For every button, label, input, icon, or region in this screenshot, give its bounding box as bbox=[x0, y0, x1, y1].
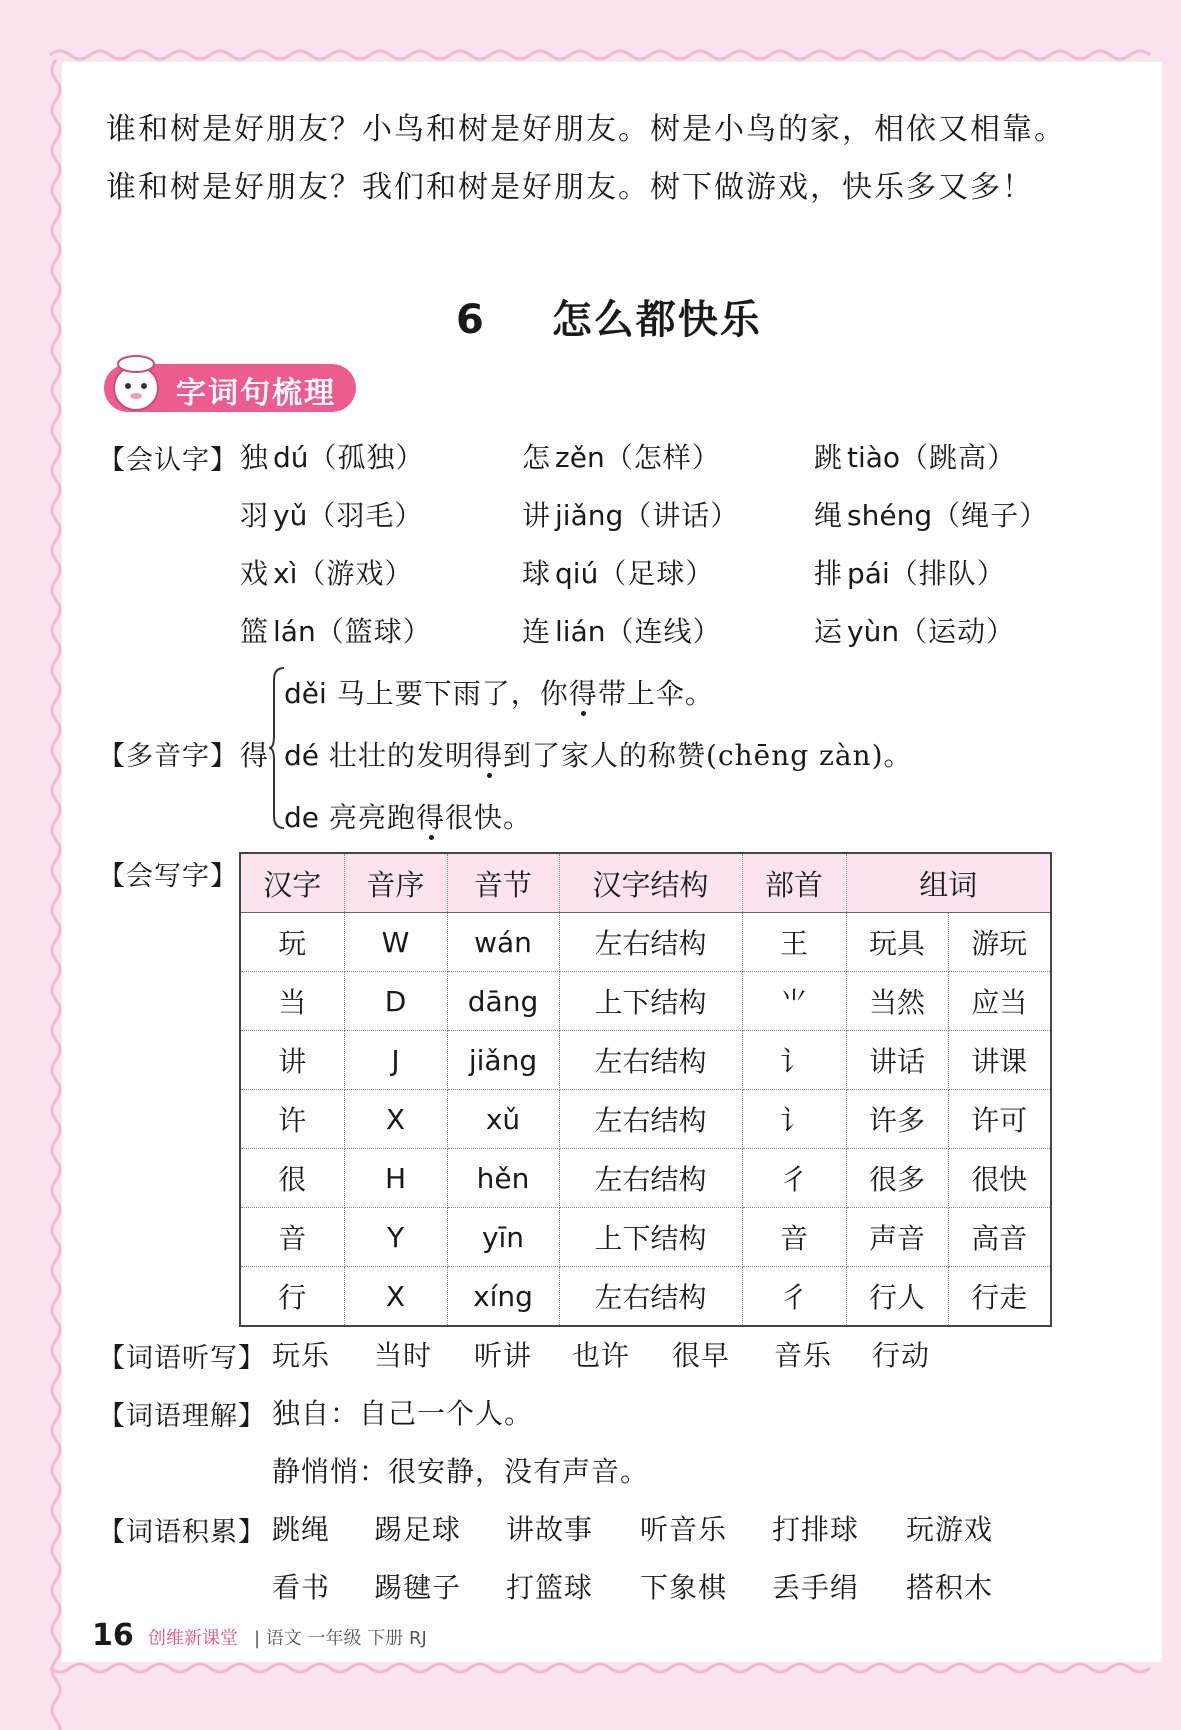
accumulate-word: 听音乐 bbox=[640, 1513, 728, 1546]
lesson-number: 6 bbox=[456, 297, 486, 343]
recognize-char: 戏 bbox=[240, 557, 270, 590]
recognize-item bbox=[240, 610, 432, 650]
recognize-item bbox=[814, 436, 1016, 476]
cell-structure: 左右结构 bbox=[559, 1267, 742, 1327]
dictation-word: 也许 bbox=[572, 1339, 631, 1372]
recognize-example: （绳子） bbox=[932, 499, 1049, 532]
recognize-char: 讲 bbox=[522, 499, 552, 532]
recognize-label: 【会认字】 bbox=[98, 445, 238, 476]
header-structure: 汉字结构 bbox=[559, 853, 742, 913]
recognize-example: （羽毛） bbox=[307, 499, 424, 532]
polyphone-text-before: 马上要下雨了，你 bbox=[336, 677, 569, 710]
recognize-char: 跳 bbox=[814, 441, 844, 474]
recognize-example: （游戏） bbox=[297, 557, 414, 590]
accumulate-word: 打篮球 bbox=[506, 1571, 594, 1604]
cell-letter: D bbox=[344, 972, 447, 1031]
cell-pinyin: dāng bbox=[447, 972, 559, 1031]
recognize-pinyin: pái bbox=[847, 557, 890, 590]
header-words: 组词 bbox=[846, 853, 1051, 913]
table-row bbox=[240, 1031, 1051, 1090]
polyphone-text-after: 到了家人的称赞(chēng zàn)。 bbox=[503, 739, 913, 772]
recognize-pinyin: shéng bbox=[847, 499, 933, 532]
recognize-pinyin: yǔ bbox=[273, 499, 308, 532]
recognize-char: 排 bbox=[814, 557, 844, 590]
recognize-pinyin: yùn bbox=[847, 615, 900, 648]
cell-radical: ⺌ bbox=[742, 972, 846, 1031]
polyphone-pinyin: děi bbox=[284, 677, 327, 710]
cell-char: 当 bbox=[240, 972, 344, 1031]
recognize-char: 独 bbox=[240, 441, 270, 474]
accumulate-word: 踢足球 bbox=[374, 1513, 462, 1546]
footer-brand: 创维新课堂 bbox=[148, 1628, 238, 1649]
recognize-char: 连 bbox=[522, 615, 552, 648]
recognize-example: （运动） bbox=[899, 615, 1016, 648]
recognize-item bbox=[814, 552, 1006, 592]
table-row bbox=[240, 1267, 1051, 1327]
mascot-icon bbox=[106, 352, 166, 414]
recognize-example: （篮球） bbox=[315, 615, 432, 648]
table-row bbox=[240, 1090, 1051, 1149]
recognize-pinyin: dú bbox=[273, 441, 309, 474]
cell-structure: 左右结构 bbox=[559, 1031, 742, 1090]
understand-item-1: 独自：自己一个人。 bbox=[272, 1397, 534, 1430]
recognize-item bbox=[522, 436, 721, 476]
polyphone-pinyin: dé bbox=[284, 739, 319, 772]
cell-structure: 左右结构 bbox=[559, 1090, 742, 1149]
polyphone-char: 得 bbox=[240, 739, 270, 772]
recognize-pinyin: tiào bbox=[847, 441, 901, 474]
page-number: 16 bbox=[92, 1618, 134, 1653]
understand-item-2: 静悄悄：很安静，没有声音。 bbox=[272, 1455, 650, 1488]
recognize-example: （怎样） bbox=[604, 441, 721, 474]
accumulate-word: 丢手绢 bbox=[772, 1571, 860, 1604]
polyphone-line bbox=[284, 734, 913, 774]
accumulate-word: 讲故事 bbox=[506, 1513, 594, 1546]
cell-char: 很 bbox=[240, 1149, 344, 1208]
lesson-name: 怎么都快乐 bbox=[551, 297, 762, 343]
cell-word2: 高音 bbox=[948, 1208, 1051, 1267]
recognize-pinyin: xì bbox=[273, 557, 298, 590]
polyphone-text-after: 很快。 bbox=[445, 801, 533, 834]
recognize-pinyin: lán bbox=[273, 615, 316, 648]
accumulate-label: 【词语积累】 bbox=[98, 1517, 266, 1548]
cell-word1: 玩具 bbox=[846, 913, 948, 972]
cell-word1: 许多 bbox=[846, 1090, 948, 1149]
dictation-word: 很早 bbox=[672, 1339, 731, 1372]
recognize-pinyin: zěn bbox=[555, 441, 605, 474]
cell-char: 行 bbox=[240, 1267, 344, 1327]
recognize-item bbox=[814, 494, 1048, 534]
accumulate-word: 踢毽子 bbox=[374, 1571, 462, 1604]
polyphone-text-before: 亮亮跑 bbox=[329, 801, 417, 834]
polyphone-text-before: 壮壮的发明 bbox=[329, 739, 475, 772]
cell-word1: 很多 bbox=[846, 1149, 948, 1208]
poem-line-2: 谁和树是好朋友？我们和树是好朋友。树下做游戏，快乐多又多！ bbox=[106, 170, 1034, 205]
dictation-word: 听讲 bbox=[474, 1339, 533, 1372]
cell-radical: 彳 bbox=[742, 1267, 846, 1327]
polyphone-pinyin: de bbox=[284, 801, 319, 834]
footer-info: | 语文 一年级 下册 RJ bbox=[254, 1628, 427, 1649]
cell-radical: 讠 bbox=[742, 1090, 846, 1149]
cell-word2: 许可 bbox=[948, 1090, 1051, 1149]
dictation-word: 音乐 bbox=[774, 1339, 833, 1372]
cell-char: 玩 bbox=[240, 913, 344, 972]
recognize-item bbox=[240, 436, 425, 476]
polyphone-line bbox=[284, 672, 714, 712]
header-char: 汉字 bbox=[240, 853, 344, 913]
recognize-char: 羽 bbox=[240, 499, 270, 532]
cell-word1: 当然 bbox=[846, 972, 948, 1031]
header-radical: 部首 bbox=[742, 853, 846, 913]
recognize-item bbox=[522, 552, 714, 592]
recognize-char: 运 bbox=[814, 615, 844, 648]
cell-char: 讲 bbox=[240, 1031, 344, 1090]
cell-word2: 行走 bbox=[948, 1267, 1051, 1327]
poem-line-1: 谁和树是好朋友？小鸟和树是好朋友。树是小鸟的家，相依又相靠。 bbox=[106, 112, 1066, 147]
polyphone-label: 【多音字】 bbox=[98, 741, 238, 772]
polyphone-text-after: 带上伞。 bbox=[597, 677, 714, 710]
cell-char: 许 bbox=[240, 1090, 344, 1149]
recognize-example: （足球） bbox=[598, 557, 715, 590]
accumulate-word: 下象棋 bbox=[640, 1571, 728, 1604]
cell-letter: H bbox=[344, 1149, 447, 1208]
cell-structure: 上下结构 bbox=[559, 972, 742, 1031]
cell-pinyin: xǔ bbox=[447, 1090, 559, 1149]
accumulate-word: 看书 bbox=[272, 1571, 331, 1604]
recognize-pinyin: qiú bbox=[555, 557, 599, 590]
recognize-char: 绳 bbox=[814, 499, 844, 532]
table-row bbox=[240, 913, 1051, 972]
write-table bbox=[239, 852, 1052, 1327]
cell-pinyin: xíng bbox=[447, 1267, 559, 1327]
recognize-example: （排队） bbox=[889, 557, 1006, 590]
accumulate-word: 玩游戏 bbox=[906, 1513, 994, 1546]
accumulate-word: 打排球 bbox=[772, 1513, 860, 1546]
cell-word1: 行人 bbox=[846, 1267, 948, 1327]
recognize-char: 怎 bbox=[522, 441, 552, 474]
table-header-row bbox=[240, 853, 1051, 913]
cell-letter: Y bbox=[344, 1208, 447, 1267]
polyphone-marked-char: 得 bbox=[568, 677, 598, 710]
header-letter: 音序 bbox=[344, 853, 447, 913]
cell-structure: 左右结构 bbox=[559, 913, 742, 972]
cell-structure: 上下结构 bbox=[559, 1208, 742, 1267]
recognize-item bbox=[240, 494, 423, 534]
cell-word1: 声音 bbox=[846, 1208, 948, 1267]
table-row bbox=[240, 1208, 1051, 1267]
section-badge-label: 字词句梳理 bbox=[176, 376, 336, 411]
cell-pinyin: jiǎng bbox=[447, 1031, 559, 1090]
polyphone-line bbox=[284, 796, 532, 836]
header-pinyin: 音节 bbox=[447, 853, 559, 913]
understand-label: 【词语理解】 bbox=[98, 1401, 266, 1432]
accumulate-word: 搭积木 bbox=[906, 1571, 994, 1604]
cell-word2: 游玩 bbox=[948, 913, 1051, 972]
dictation-word: 玩乐 bbox=[272, 1339, 331, 1372]
cell-word2: 讲课 bbox=[948, 1031, 1051, 1090]
recognize-pinyin: jiǎng bbox=[555, 499, 624, 532]
dictation-word: 行动 bbox=[872, 1339, 931, 1372]
recognize-item bbox=[814, 610, 1015, 650]
cell-pinyin: hěn bbox=[447, 1149, 559, 1208]
cell-radical: 讠 bbox=[742, 1031, 846, 1090]
cell-pinyin: wán bbox=[447, 913, 559, 972]
write-label: 【会写字】 bbox=[98, 861, 238, 892]
recognize-pinyin: lián bbox=[555, 615, 606, 648]
cell-radical: 彳 bbox=[742, 1149, 846, 1208]
dictation-word: 当时 bbox=[374, 1339, 433, 1372]
cell-radical: 王 bbox=[742, 913, 846, 972]
cell-letter: W bbox=[344, 913, 447, 972]
table-row bbox=[240, 1149, 1051, 1208]
cell-word2: 应当 bbox=[948, 972, 1051, 1031]
cell-char: 音 bbox=[240, 1208, 344, 1267]
cell-letter: X bbox=[344, 1090, 447, 1149]
recognize-example: （孤独） bbox=[308, 441, 425, 474]
cell-letter: X bbox=[344, 1267, 447, 1327]
recognize-example: （讲话） bbox=[623, 499, 740, 532]
recognize-char: 篮 bbox=[240, 615, 270, 648]
recognize-example: （连线） bbox=[605, 615, 722, 648]
table-row bbox=[240, 972, 1051, 1031]
recognize-example: （跳高） bbox=[900, 441, 1017, 474]
recognize-item bbox=[522, 494, 739, 534]
cell-letter: J bbox=[344, 1031, 447, 1090]
cell-structure: 左右结构 bbox=[559, 1149, 742, 1208]
cell-pinyin: yīn bbox=[447, 1208, 559, 1267]
polyphone-marked-char: 得 bbox=[416, 801, 446, 834]
accumulate-word: 跳绳 bbox=[272, 1513, 331, 1546]
recognize-item bbox=[240, 552, 413, 592]
cell-radical: 音 bbox=[742, 1208, 846, 1267]
cell-word1: 讲话 bbox=[846, 1031, 948, 1090]
cell-word2: 很快 bbox=[948, 1149, 1051, 1208]
recognize-item bbox=[522, 610, 722, 650]
polyphone-marked-char: 得 bbox=[474, 739, 504, 772]
dictation-label: 【词语听写】 bbox=[98, 1343, 266, 1374]
lesson-title bbox=[456, 288, 762, 345]
recognize-char: 球 bbox=[522, 557, 552, 590]
